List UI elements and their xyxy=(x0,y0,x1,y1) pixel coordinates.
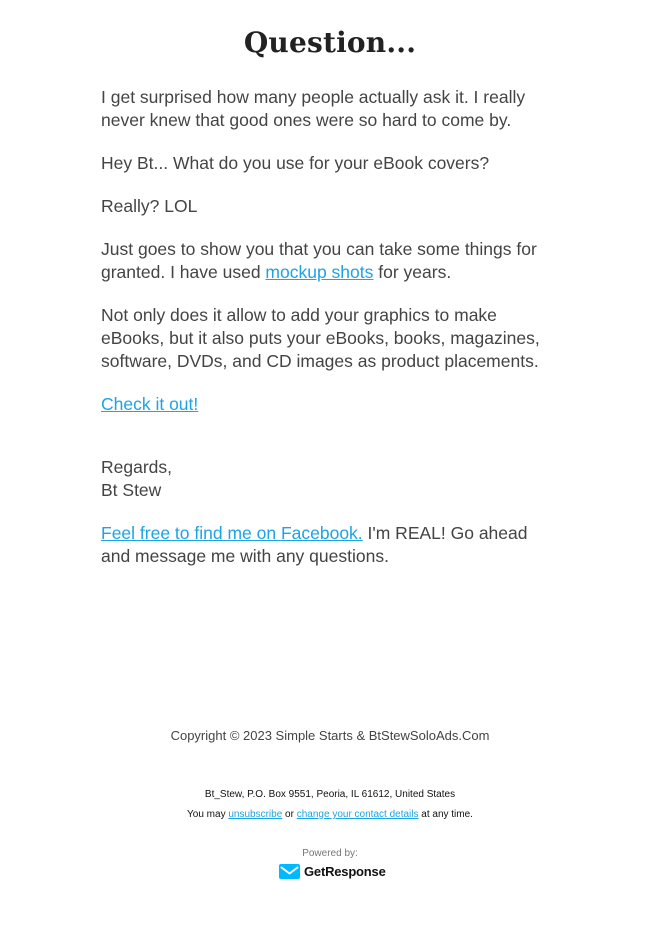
mailing-address: Bt_Stew, P.O. Box 9551, Peoria, IL 61612, United States xyxy=(204,789,456,800)
signature-name: Bt Stew xyxy=(101,480,162,500)
mockup-shots-link[interactable]: mockup shots xyxy=(265,262,374,282)
paragraph-features: Not only does it allow to add your graphics to make eBooks, but it also puts your eBooks, books, magazines, software, DVDs, and CD images as product placements. xyxy=(101,305,540,371)
getresponse-envelope-icon xyxy=(279,864,300,879)
facebook-after-text: I'm REAL! Go ahead and message me with any questions. xyxy=(101,523,528,566)
getresponse-brand-text: GetResponse xyxy=(304,863,386,879)
getresponse-logo[interactable] xyxy=(279,862,386,880)
paragraph-check-it-out xyxy=(101,393,561,416)
paragraph-question: Hey Bt... What do you use for your eBook covers? xyxy=(101,153,490,173)
spacer xyxy=(101,436,561,456)
paragraph-intro: I get surprised how many people actually ask it. I really never knew that good ones were so hard to come by. xyxy=(101,87,526,130)
unsubscribe-line xyxy=(0,809,660,820)
paragraph-mockup-before: Just goes to show you that you can take some things for granted. I have used xyxy=(101,239,537,282)
facebook-link[interactable]: Feel free to find me on Facebook. xyxy=(101,523,363,543)
unsubscribe-link[interactable]: unsubscribe xyxy=(228,809,283,820)
copyright-text: Copyright © 2023 Simple Starts & BtStewSoloAds.Com xyxy=(170,728,490,743)
change-contact-details-link[interactable]: change your contact details xyxy=(296,809,419,820)
unsub-suffix: at any time. xyxy=(418,809,473,820)
paragraph-facebook xyxy=(101,522,561,568)
regards-text: Regards, xyxy=(101,457,173,477)
signoff xyxy=(101,456,561,502)
unsub-prefix: You may xyxy=(187,809,229,820)
paragraph-mockup-after: for years. xyxy=(373,262,452,282)
email-title: Question... xyxy=(243,26,417,59)
email-body xyxy=(101,86,561,588)
check-it-out-link[interactable]: Check it out! xyxy=(101,394,199,414)
powered-by-label: Powered by: xyxy=(302,848,358,859)
paragraph-really: Really? LOL xyxy=(101,196,198,216)
unsub-or: or xyxy=(282,809,297,820)
paragraph-mockup xyxy=(101,238,561,284)
